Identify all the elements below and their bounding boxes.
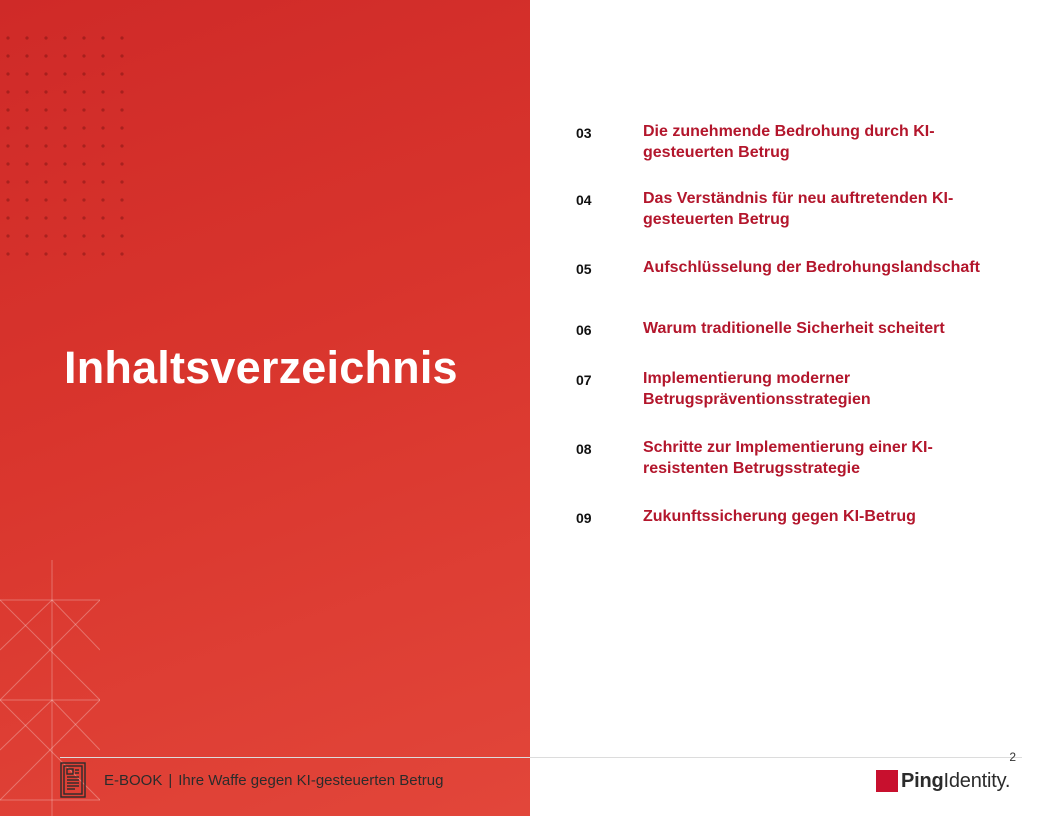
pattern-dot [101, 54, 104, 57]
pattern-dot [82, 216, 85, 219]
pattern-dot [6, 216, 9, 219]
pattern-dot [25, 234, 28, 237]
toc-entry-link[interactable]: Warum traditionelle Sicherheit scheitert [643, 320, 945, 337]
pattern-dot [82, 162, 85, 165]
pattern-dot [120, 54, 123, 57]
page-title: Inhaltsverzeichnis [64, 342, 458, 393]
pattern-dot [82, 72, 85, 75]
pattern-dot [63, 108, 66, 111]
toc-page-number: 06 [576, 322, 592, 338]
pattern-dot [63, 72, 66, 75]
pattern-dot [25, 108, 28, 111]
ebook-label: E-BOOK [104, 772, 163, 789]
footer-divider [60, 757, 1022, 758]
pattern-dot [101, 198, 104, 201]
pattern-dot [63, 252, 66, 255]
pattern-dot [82, 198, 85, 201]
pattern-dot [101, 216, 104, 219]
footer-separator: | [168, 772, 173, 789]
pattern-dot [82, 180, 85, 183]
pattern-dot [6, 198, 9, 201]
pattern-dot [44, 36, 47, 39]
pattern-dot [120, 180, 123, 183]
pattern-dot [120, 252, 123, 255]
logo-square-icon [876, 770, 898, 792]
pattern-dot [6, 108, 9, 111]
pattern-dot [25, 90, 28, 93]
pattern-dot [44, 54, 47, 57]
page-number: 2 [1009, 750, 1016, 764]
pattern-dot [25, 54, 28, 57]
pattern-dot [82, 252, 85, 255]
pattern-dot [6, 234, 9, 237]
pattern-dot [6, 144, 9, 147]
pattern-dot [120, 90, 123, 93]
toc-page-number: 05 [576, 261, 592, 277]
pattern-dot [101, 162, 104, 165]
pattern-dot [63, 90, 66, 93]
pattern-dot [44, 180, 47, 183]
pattern-dot [44, 216, 47, 219]
pattern-dot [120, 126, 123, 129]
pattern-dot [120, 72, 123, 75]
pattern-dot [63, 162, 66, 165]
pattern-dot [101, 180, 104, 183]
toc-entry-link[interactable]: Implementierung moderner Betrugspräventionsstrategien [643, 370, 871, 408]
pattern-dot [25, 72, 28, 75]
pattern-dot [82, 234, 85, 237]
toc-page-number: 09 [576, 510, 592, 526]
pattern-dot [120, 198, 123, 201]
pattern-dot [6, 126, 9, 129]
pattern-dot [6, 162, 9, 165]
pattern-dot [120, 162, 123, 165]
pattern-dot [101, 234, 104, 237]
ping-identity-logo [876, 769, 1010, 793]
pattern-dot [120, 36, 123, 39]
pattern-dot [44, 144, 47, 147]
pattern-dot [25, 216, 28, 219]
logo-wordmark: PingIdentity. [901, 769, 1011, 792]
pattern-dot [25, 144, 28, 147]
pattern-dot [25, 198, 28, 201]
pattern-dot [25, 36, 28, 39]
pattern-dot [25, 126, 28, 129]
toc-entry-link[interactable]: Das Verständnis für neu auftretenden KI-gesteuerten Betrug [643, 190, 954, 228]
pattern-dot [120, 144, 123, 147]
pattern-dot [101, 108, 104, 111]
toc-entry-link[interactable]: Schritte zur Implementierung einer KI-resistenten Betrugsstrategie [643, 439, 933, 477]
pattern-dot [120, 216, 123, 219]
pattern-dot [6, 180, 9, 183]
pattern-dot [44, 162, 47, 165]
pattern-dot [82, 54, 85, 57]
ebook-document-icon [60, 762, 86, 798]
pattern-dot [82, 36, 85, 39]
pattern-dot [63, 216, 66, 219]
pattern-dot [6, 36, 9, 39]
toc-page-number: 07 [576, 372, 592, 388]
toc-page-number: 08 [576, 441, 592, 457]
pattern-dot [63, 126, 66, 129]
pattern-dot [44, 126, 47, 129]
pattern-dot [63, 54, 66, 57]
pattern-dot [44, 198, 47, 201]
pattern-dot [82, 126, 85, 129]
pattern-dot [44, 234, 47, 237]
pattern-dot [25, 180, 28, 183]
pattern-dot [25, 162, 28, 165]
toc-entry-link[interactable]: Aufschlüsselung der Bedrohungslandschaft [643, 259, 980, 276]
pattern-dot [82, 144, 85, 147]
pattern-dot [101, 90, 104, 93]
ebook-subtitle: Ihre Waffe gegen KI-gesteuerten Betrug [178, 772, 444, 789]
pattern-dot [63, 180, 66, 183]
pattern-dot [120, 108, 123, 111]
pattern-dot [63, 198, 66, 201]
pattern-dot [44, 90, 47, 93]
pattern-dot [25, 252, 28, 255]
pattern-dot [101, 252, 104, 255]
pattern-dot [44, 72, 47, 75]
toc-page-number: 04 [576, 192, 592, 208]
pattern-dot [101, 144, 104, 147]
pattern-dot [120, 234, 123, 237]
pattern-dot [44, 108, 47, 111]
pattern-dot [101, 126, 104, 129]
pattern-dot [101, 36, 104, 39]
pattern-dot [6, 72, 9, 75]
pattern-dot [63, 234, 66, 237]
dot-pattern [0, 0, 150, 260]
pattern-dot [101, 72, 104, 75]
pattern-dot [6, 54, 9, 57]
footer-caption [104, 772, 443, 789]
pattern-dot [6, 252, 9, 255]
pattern-dot [63, 36, 66, 39]
pattern-dot [82, 90, 85, 93]
toc-entry-link[interactable]: Die zunehmende Bedrohung durch KI-gesteuerten Betrug [643, 123, 935, 161]
pattern-dot [6, 90, 9, 93]
toc-page-number: 03 [576, 125, 592, 141]
pattern-dot [63, 144, 66, 147]
toc-entry-link[interactable]: Zukunftssicherung gegen KI-Betrug [643, 508, 916, 525]
pattern-dot [44, 252, 47, 255]
pattern-dot [82, 108, 85, 111]
